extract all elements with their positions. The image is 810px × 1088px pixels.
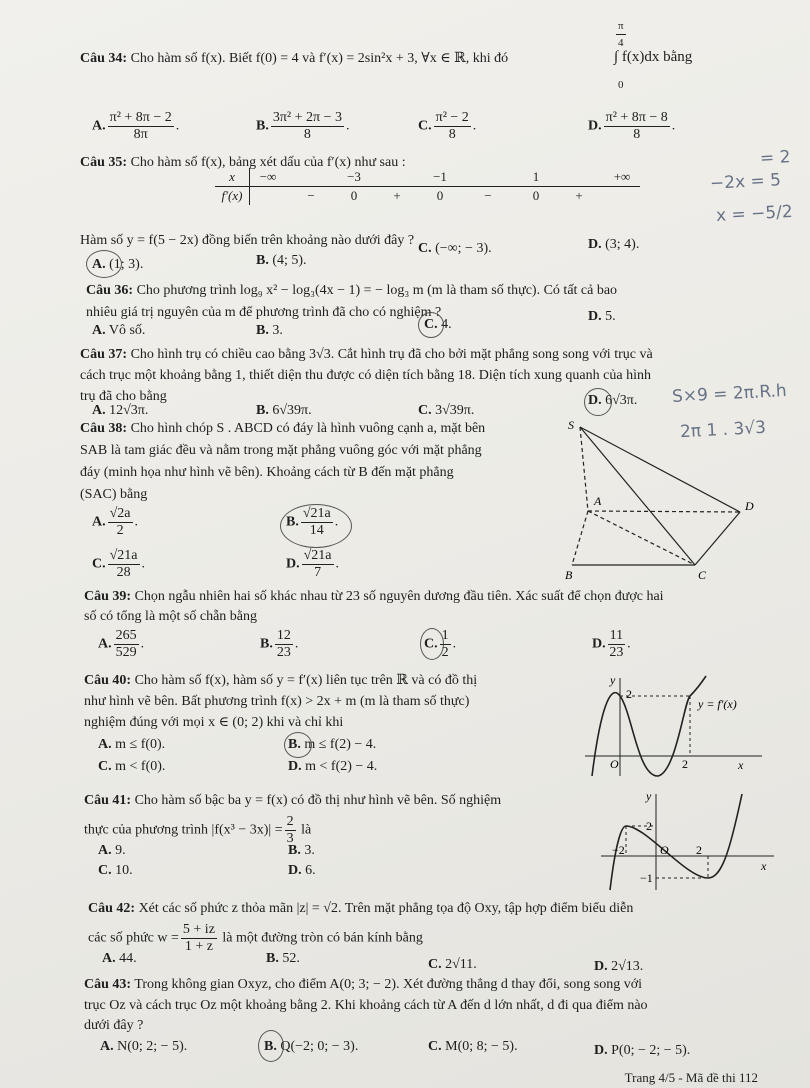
q36-option-b[interactable]: B. 3.: [256, 323, 283, 338]
vertex-b: B: [565, 568, 573, 582]
q35-option-a[interactable]: A. (1; 3).: [92, 257, 144, 272]
handwritten-note: = 2: [759, 147, 791, 169]
q39-option-d[interactable]: D. $\frac{11}{23}$ .: [592, 628, 631, 660]
q42-option-d[interactable]: D. 2√13.: [594, 959, 644, 974]
cubic-graph: [596, 790, 776, 894]
q43-option-b[interactable]: B. Q(−2; 0; − 3).: [264, 1039, 359, 1054]
q37-stem-line2: cách trục một khoảng bằng 1, thiết diện thu được có diện tích bằng 18. Diện tích xung quanh của hình: [80, 368, 651, 383]
axis-y-label: y: [610, 673, 616, 687]
handwritten-note: S×9 = 2π.R.h: [671, 381, 788, 407]
y-tick-2: 2: [626, 687, 632, 701]
answer-circle: [418, 312, 444, 338]
q40-stem: Câu 40: Cho hàm số f(x), hàm số y = f′(x) liên tục trên ℝ và có đồ thị: [84, 673, 478, 688]
handwritten-note: −2x = 5: [709, 170, 782, 194]
q34-option-c[interactable]: C. $\frac{\text{π² − 2}}{8}$ .: [418, 110, 477, 142]
q34-option-d[interactable]: D. $\frac{\text{π² + 8π − 8}}{8}$ .: [588, 110, 676, 142]
origin-label: O: [610, 757, 619, 771]
answer-circle: [86, 250, 122, 278]
q41-stem: Câu 41: Cho hàm số bậc ba y = f(x) có đồ thị như hình vẽ bên. Số nghiệm: [84, 793, 502, 808]
q38-stem: Câu 38: Cho hình chóp S . ABCD có đáy là hình vuông cạnh a, mặt bên: [80, 421, 486, 436]
curve-label: y = f′(x): [698, 697, 737, 711]
derivative-graph: [580, 672, 770, 782]
q41-option-b[interactable]: B. 3.: [288, 843, 315, 858]
q36-stem-line2: nhiêu giá trị nguyên của m để phương trình đã cho có nghiệm ?: [86, 305, 442, 320]
x-tick-neg2: −2: [612, 843, 625, 857]
vertex-d: D: [745, 499, 754, 513]
q38-option-d[interactable]: D. $\frac{√21a}{7}$ .: [286, 548, 340, 580]
q35-option-b[interactable]: B. (4; 5).: [256, 253, 307, 268]
x-tick-2: 2: [696, 843, 702, 857]
q36-option-a[interactable]: A. Vô số.: [92, 323, 146, 338]
origin-label: O: [660, 843, 669, 857]
y-tick-neg1: −1: [640, 871, 653, 885]
q43-option-c[interactable]: C. M(0; 8; − 5).: [428, 1039, 518, 1054]
q42-option-b[interactable]: B. 52.: [266, 951, 300, 966]
q37-stem: Câu 37: Cho hình trụ có chiều cao bằng 3√3. Cắt hình trụ đã cho bởi mặt phẳng song song với trục và: [80, 347, 653, 362]
q35-question: Hàm số y = f(5 − 2x) đồng biến trên khoảng nào dưới đây ?: [80, 233, 415, 248]
q40-option-d[interactable]: D. m < f(2) − 4.: [288, 759, 378, 774]
q36-option-d[interactable]: D. 5.: [588, 309, 616, 324]
integral-expression: ∫ f(x)dx bằng: [614, 49, 693, 65]
q36-stem: Câu 36: Cho phương trình log₉ x² − log₃(4x − 1) = − log₃ m (m là tham số thực). Có tất cả bao: [86, 283, 618, 298]
integral-lower-limit: 0: [618, 79, 624, 91]
q40-option-a[interactable]: A. m ≤ f(0).: [98, 737, 166, 752]
q40-stem-line2: như hình vẽ bên. Bất phương trình f(x) > 2x + m (m là tham số thực): [84, 694, 470, 709]
q34-option-b[interactable]: B. $\frac{\text{3π² + 2π − 3}}{8}$ .: [256, 110, 350, 142]
q37-stem-line3: trụ đã cho bằng: [80, 389, 167, 404]
q42-option-c[interactable]: C. 2√11.: [428, 957, 477, 972]
axis-y-label: y: [646, 789, 652, 803]
q40-option-b[interactable]: B. m ≤ f(2) − 4.: [288, 737, 377, 752]
q35-option-d[interactable]: D. (3; 4).: [588, 237, 640, 252]
handwritten-note: 2π 1 . 3√3: [679, 417, 767, 443]
q39-option-b[interactable]: B. $\frac{12}{23}$ .: [260, 628, 299, 660]
q43-stem-line2: trục Oz và cách trục Oz một khoảng bằng 2. Khi khoảng cách từ A đến d lớn nhất, d đi qua điểm nào: [84, 998, 648, 1013]
x-tick-2: 2: [682, 757, 688, 771]
q43-stem-line3: dưới đây ?: [84, 1018, 144, 1033]
q42-option-a[interactable]: A. 44.: [102, 951, 137, 966]
pyramid-figure: [560, 415, 760, 585]
answer-circle: [420, 628, 444, 660]
q35-option-c[interactable]: C. (−∞; − 3).: [418, 241, 492, 256]
q36-option-c[interactable]: C. 4.: [424, 317, 452, 332]
q35-stem: Câu 35: Cho hàm số f(x), bảng xét dấu của f′(x) như sau :: [80, 155, 406, 170]
q41-stem-line2: thực của phương trình |f(x³ − 3x)| = $\frac{2}{3}$ là: [84, 814, 312, 846]
q37-option-a[interactable]: A. 12√3π.: [92, 403, 149, 418]
q39-stem-line2: số có tổng là một số chẵn bằng: [84, 609, 258, 624]
vertex-a: A: [594, 494, 602, 508]
q37-option-b[interactable]: B. 6√39π.: [256, 403, 312, 418]
q43-option-d[interactable]: D. P(0; − 2; − 5).: [594, 1043, 691, 1058]
answer-circle: [258, 1030, 284, 1062]
q38-option-b[interactable]: B. $\frac{√21a}{14}$ .: [286, 506, 339, 538]
q38-option-c[interactable]: C. $\frac{√21a}{28}$ .: [92, 548, 146, 580]
q42-stem: Câu 42: Xét các số phức z thỏa mãn |z| = √2. Trên mặt phẳng tọa độ Oxy, tập hợp điểm biểu diễn: [88, 901, 634, 916]
integral-upper-limit: $\frac{\pi}{4}$: [618, 20, 624, 49]
q38-option-a[interactable]: A. $\frac{√2a}{2}$ .: [92, 506, 139, 538]
answer-circle: [280, 504, 352, 548]
q39-stem: Câu 39: Chọn ngẫu nhiên hai số khác nhau từ 23 số nguyên dương đầu tiên. Xác suất để chọn được hai: [84, 589, 664, 604]
q42-stem-line2: các số phức w = $\frac{5 + iz}{1 + z}$ là một đường tròn có bán kính bằng: [88, 922, 423, 954]
q38-stem-line2: SAB là tam giác đều và nằm trong mặt phẳng vuông góc với mặt phẳng: [80, 443, 482, 458]
q43-stem: Câu 43: Trong không gian Oxyz, cho điểm A(0; 3; − 2). Xét đường thẳng d thay đổi, song song với: [84, 977, 642, 992]
axis-x-label: x: [738, 758, 744, 772]
q40-option-c[interactable]: C. m < f(0).: [98, 759, 166, 774]
y-tick-2: 2: [646, 819, 652, 833]
q34-option-a[interactable]: A. $\frac{\text{π² + 8π − 2}}{8\pi}$ .: [92, 110, 180, 142]
answer-circle: [584, 388, 612, 416]
handwritten-note: x = −5/2: [715, 202, 794, 226]
q41-option-d[interactable]: D. 6.: [288, 863, 316, 878]
q39-option-a[interactable]: A. $\frac{265}{529}$ .: [98, 628, 145, 660]
q37-option-c[interactable]: C. 3√39π.: [418, 403, 475, 418]
q38-stem-line4: (SAC) bằng: [80, 487, 148, 502]
q37-option-d[interactable]: D. 6√3π.: [588, 393, 638, 408]
axis-x-label: x: [761, 859, 767, 873]
q40-stem-line3: nghiệm đúng với mọi x ∈ (0; 2) khi và chỉ khi: [84, 715, 344, 730]
q38-stem-line3: đáy (minh họa như hình vẽ bên). Khoảng cách từ B đến mặt phẳng: [80, 465, 454, 480]
q39-option-c[interactable]: C. $\frac{1}{2}$ .: [424, 628, 457, 660]
page-footer: Trang 4/5 - Mã đề thi 112: [624, 1070, 758, 1085]
vertex-c: C: [698, 568, 707, 582]
q34-stem: Câu 34: Cho hàm số f(x). Biết f(0) = 4 và f′(x) = 2sin²x + 3, ∀x ∈ ℝ, khi đó: [80, 51, 509, 66]
q41-option-a[interactable]: A. 9.: [98, 843, 126, 858]
vertex-s: S: [568, 418, 574, 432]
q41-option-c[interactable]: C. 10.: [98, 863, 133, 878]
answer-circle: [284, 732, 312, 758]
sign-table: x −∞ −3 −1 1 +∞ f′(x) − 0 + 0 − 0 +: [215, 168, 640, 205]
q43-option-a[interactable]: A. N(0; 2; − 5).: [100, 1039, 188, 1054]
